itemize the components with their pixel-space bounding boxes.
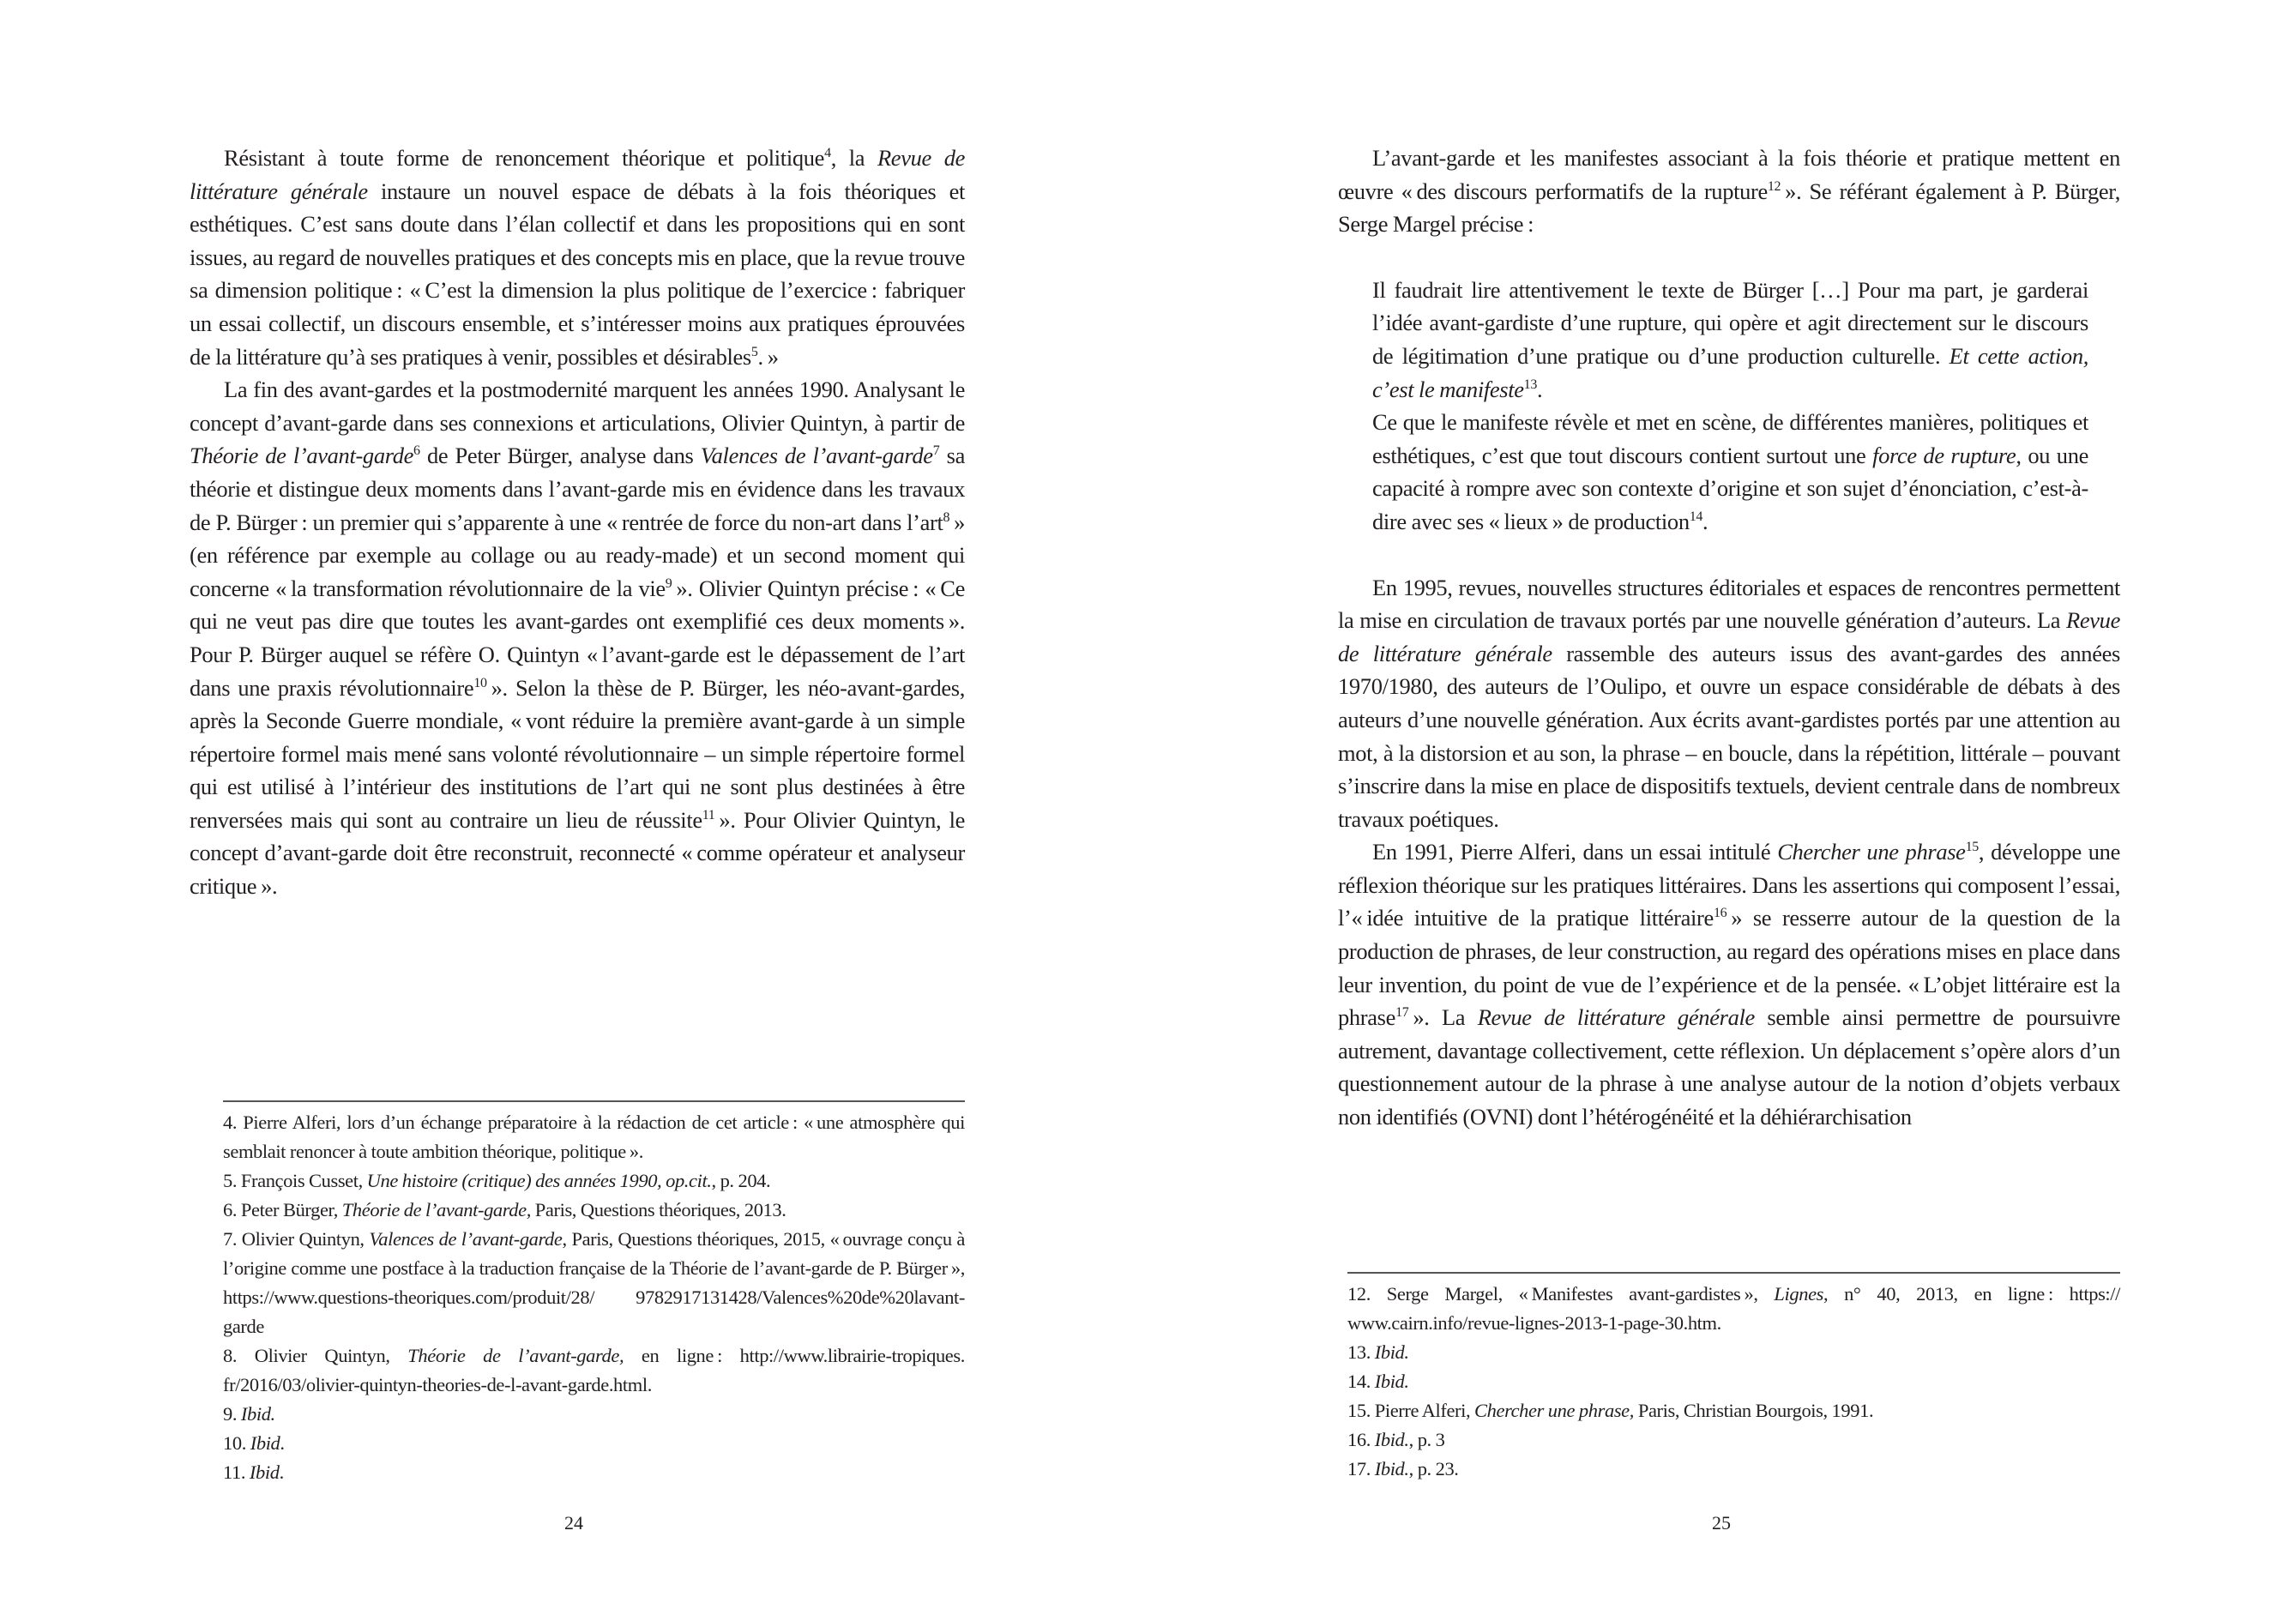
footnote-11: 11. Ibid. — [223, 1461, 284, 1483]
italic-title: force de rupture, — [1872, 442, 2022, 468]
paragraph: Résistant à toute forme de renoncement théorique et politique$^4$, la Revue de littérature générale instaure un nouvel espace de débats à la fois théoriques et esthétiques. C’est sans doute dans l’élan collectif et dans les propositions qui en sont issues, au regard de nouvelles pratiques et des concepts mis en place, que la revue trouve sa dimension politique : « C’est la dimension la plus politique de l’exercice : fabriquer un essai collectif, un discours ensemble, et s’intéresser moins aux pratiques éprouvées de la littérature qu’à ses pratiques à venir, possibles et désirables$^5$. » — [190, 145, 966, 370]
italic-title: Revue de littérature générale — [190, 145, 966, 204]
italic-title: Chercher une phrase, — [1474, 1400, 1634, 1421]
italic-title: Ibid. — [1374, 1341, 1409, 1363]
footnote-17: 17. Ibid., p. 23. — [1347, 1458, 1459, 1479]
footnote-ref: 17 — [1395, 1005, 1409, 1021]
italic-title: Lignes — [1774, 1283, 1824, 1305]
quote-paragraph: Il faudrait lire attentivement le texte de Bürger […] Pour ma part, je garderai l’idée avant-gardiste d’une rupture, qui opère et agit directement sur le discours de légitimation d’une pratique ou d’une production culturelle. Et cette action, c’est le manifeste$^{13}$. — [1372, 276, 2088, 402]
footnote-4: 4. Pierre Alferi, lors d’un échange préparatoire à la rédaction de cet article : « une atmosphère qui semblait renoncer à toute ambition théorique, politique ». — [223, 1112, 965, 1162]
footnote-16: 16. Ibid., p. 3 — [1347, 1429, 1445, 1450]
right-page — [1148, 0, 2296, 1621]
italic-title: Ibid. — [1374, 1429, 1409, 1450]
left-body-text — [190, 142, 965, 903]
italic-title: Théorie de l’avant-garde, — [407, 1345, 624, 1366]
footnote-7: 7. Olivier Quintyn, Valences de l’avant-garde, Paris, Questions théoriques, 2015, « ouvrage conçu à l’origine comme une postface à la traduction française de la Théorie de l’avant-garde de P. Bürger », https://www.questions-theoriques.com/produit/28/ 9782917131428/Valences%20de%20lavant-garde — [223, 1228, 965, 1337]
footnote-ref: 7 — [932, 443, 940, 459]
footnote-ref: 9 — [665, 575, 672, 591]
italic-title: Ibid — [250, 1432, 280, 1454]
footnote-ref: 8 — [943, 509, 950, 525]
footnote-13: 13. Ibid. — [1347, 1341, 1409, 1363]
footnote-ref: 12 — [1767, 178, 1781, 194]
right-footnotes — [1347, 1280, 2120, 1484]
italic-title: Revue de littérature générale — [1477, 1004, 1755, 1031]
left-footnotes — [223, 1108, 965, 1487]
footnote-ref: 10 — [473, 675, 487, 690]
footnote-ref: 16 — [1713, 906, 1727, 921]
footnote-6: 6. Peter Bürger, Théorie de l’avant-garde, Paris, Questions théoriques, 2013. — [223, 1199, 786, 1220]
footnote-14: 14. Ibid. — [1347, 1371, 1409, 1392]
italic-title: Ibid — [249, 1461, 280, 1483]
page-number: 25 — [1712, 1512, 1731, 1534]
footnote-divider — [1347, 1272, 2120, 1274]
paragraph: En 1991, Pierre Alferi, dans un essai intitulé Chercher une phrase$^{15}$, développe une réflexion théorique sur les pratiques littéraires. Dans les assertions qui composent l’essai, l’« idée intuitive de la pratique littéraire$^{16}$ » se resserre autour de la question de la production de phrases, de leur construction, au regard des opérations mises en place dans leur invention, du point de vue de l’expérience et de la pensée. « L’objet littéraire est la phrase$^{17}$ ». La Revue de littérature générale semble ainsi permettre de poursuivre autrement, davantage collectivement, cette réflexion. Un déplacement s’opère alors d’un questionnement autour de la phrase à une analyse autour de la notion d’objets verbaux non identifiés (OVNI) dont l’hétérogénéité et la déhiérarchisation — [1338, 839, 2121, 1130]
italic-title: Ibid. — [1374, 1458, 1409, 1479]
footnote-12: 12. Serge Margel, « Manifestes avant-gardistes », Lignes, n° 40, 2013, en ligne : https:// www.cairn.info/revue-lignes-2013-1-page-30.htm. — [1347, 1283, 2120, 1334]
quote-paragraph: Ce que le manifeste révèle et met en scène, de différentes manières, politiques et esthétiques, c’est que tout discours contient surtout une force de rupture, ou une capacité à rompre avec son contexte d’origine et son sujet d’énonciation, c’est-à-dire avec ses « lieux » de production$^{14}$. — [1372, 409, 2089, 534]
footnote-ref: 11 — [702, 807, 715, 823]
italic-title: Ibid. — [1374, 1371, 1409, 1392]
page-number: 24 — [564, 1512, 583, 1534]
footnote-ref: 14 — [1689, 509, 1703, 524]
footnote-9: 9. Ibid. — [223, 1403, 275, 1425]
footnote-ref: 6 — [413, 443, 420, 459]
footnote-ref: 13 — [1523, 377, 1537, 392]
footnote-ref: 4 — [824, 146, 831, 160]
italic-title: Chercher une phrase — [1777, 839, 1966, 865]
footnote-divider — [223, 1100, 965, 1102]
footnote-5: 5. François Cusset, Une histoire (critique) des années 1990, op.cit., p. 204. — [223, 1170, 771, 1191]
footnote-10: 10. Ibid. — [223, 1432, 285, 1454]
italic-title: Ibid. — [240, 1403, 275, 1425]
italic-title: Revue de littérature générale — [1338, 607, 2120, 666]
paragraph: La fin des avant-gardes et la postmodernité marquent les années 1990. Analysant le concept d’avant-garde dans ses connexions et articulations, Olivier Quintyn, à partir de Théorie de l’avant-garde$^6$ de Peter Bürger, analyse dans Valences de l’avant-garde$^7$ sa théorie et distingue deux moments dans l’avant-garde mis en évidence dans les travaux de P. Bürger : un premier qui s’apparente à une « rentrée de force du non-art dans l’art$^8$ » (en référence par exemple au collage ou au ready-made) et un second moment qui concerne « la transformation révolutionnaire de la vie$^9$ ». Olivier Quintyn précise : « Ce qui ne veut pas dire que toutes les avant-gardes ont exemplifié ces deux moments ». Pour P. Bürger auquel se réfère O. Quintyn « l’avant-garde est le dépassement de l’art dans une praxis révolutionnaire$^{10}$ ». Selon la thèse de P. Bürger, les néo-avant-gardes, après la Seconde Guerre mondiale, « vont réduire la première avant-garde à un simple répertoire formel mais mené sans volonté révolutionnaire – un simple répertoire formel qui est utilisé à l’intérieur des institutions de l’art qui ne sont plus destinées à être renversées mais qui sont au contraire un lieu de réussite$^{11}$ ». Pour Olivier Quintyn, le concept d’avant-garde doit être reconstruit, reconnecté « comme opérateur et analyseur critique ». — [190, 377, 966, 900]
block-quote — [1372, 274, 2088, 539]
right-body-text — [1338, 142, 2120, 1134]
footnote-ref: 15 — [1965, 840, 1979, 855]
paragraph: L’avant-garde et les manifestes associant à la fois théorie et pratique mettent en œuvre « des discours performatifs de la rupture$^{12}$ ». Se référant également à P. Bürger, Serge Margel précise : — [1338, 145, 2120, 238]
footnote-15: 15. Pierre Alferi, Chercher une phrase, Paris, Christian Bourgois, 1991. — [1347, 1400, 1874, 1421]
italic-title: Théorie de l’avant-garde, — [341, 1199, 531, 1220]
paragraph: En 1995, revues, nouvelles structures éditoriales et espaces de rencontres permettent la mise en circulation de travaux portés par une nouvelle génération d’auteurs. La Revue de littérature générale rassemble des auteurs issus des avant-gardes des années 1970/1980, des auteurs de l’Oulipo, et ouvre un espace considérable de débats à des auteurs d’une nouvelle génération. Aux écrits avant-gardistes portés par une attention au mot, à la distorsion et au son, la phrase – en boucle, dans la répétition, littérale – pouvant s’inscrire dans la mise en place de dispositifs textuels, devient centrale dans de nombreux travaux poétiques. — [1338, 574, 2120, 832]
italic-title: Valences de l’avant-garde — [369, 1228, 563, 1250]
italic-title: Et cette action, c’est le manifeste — [1372, 342, 2088, 402]
italic-title: Une histoire (critique) des années 1990, op.cit. — [366, 1170, 712, 1191]
footnote-ref: 5 — [750, 344, 758, 359]
italic-title: Théorie de l’avant-garde — [190, 443, 414, 469]
italic-title: Valences de l’avant-garde — [700, 443, 933, 469]
footnote-8: 8. Olivier Quintyn, Théorie de l’avant-garde, en ligne : http://www.librairie-tropiques. fr/2016/03/olivier-quintyn-theories-de-l-avant-garde.html. — [223, 1345, 965, 1395]
